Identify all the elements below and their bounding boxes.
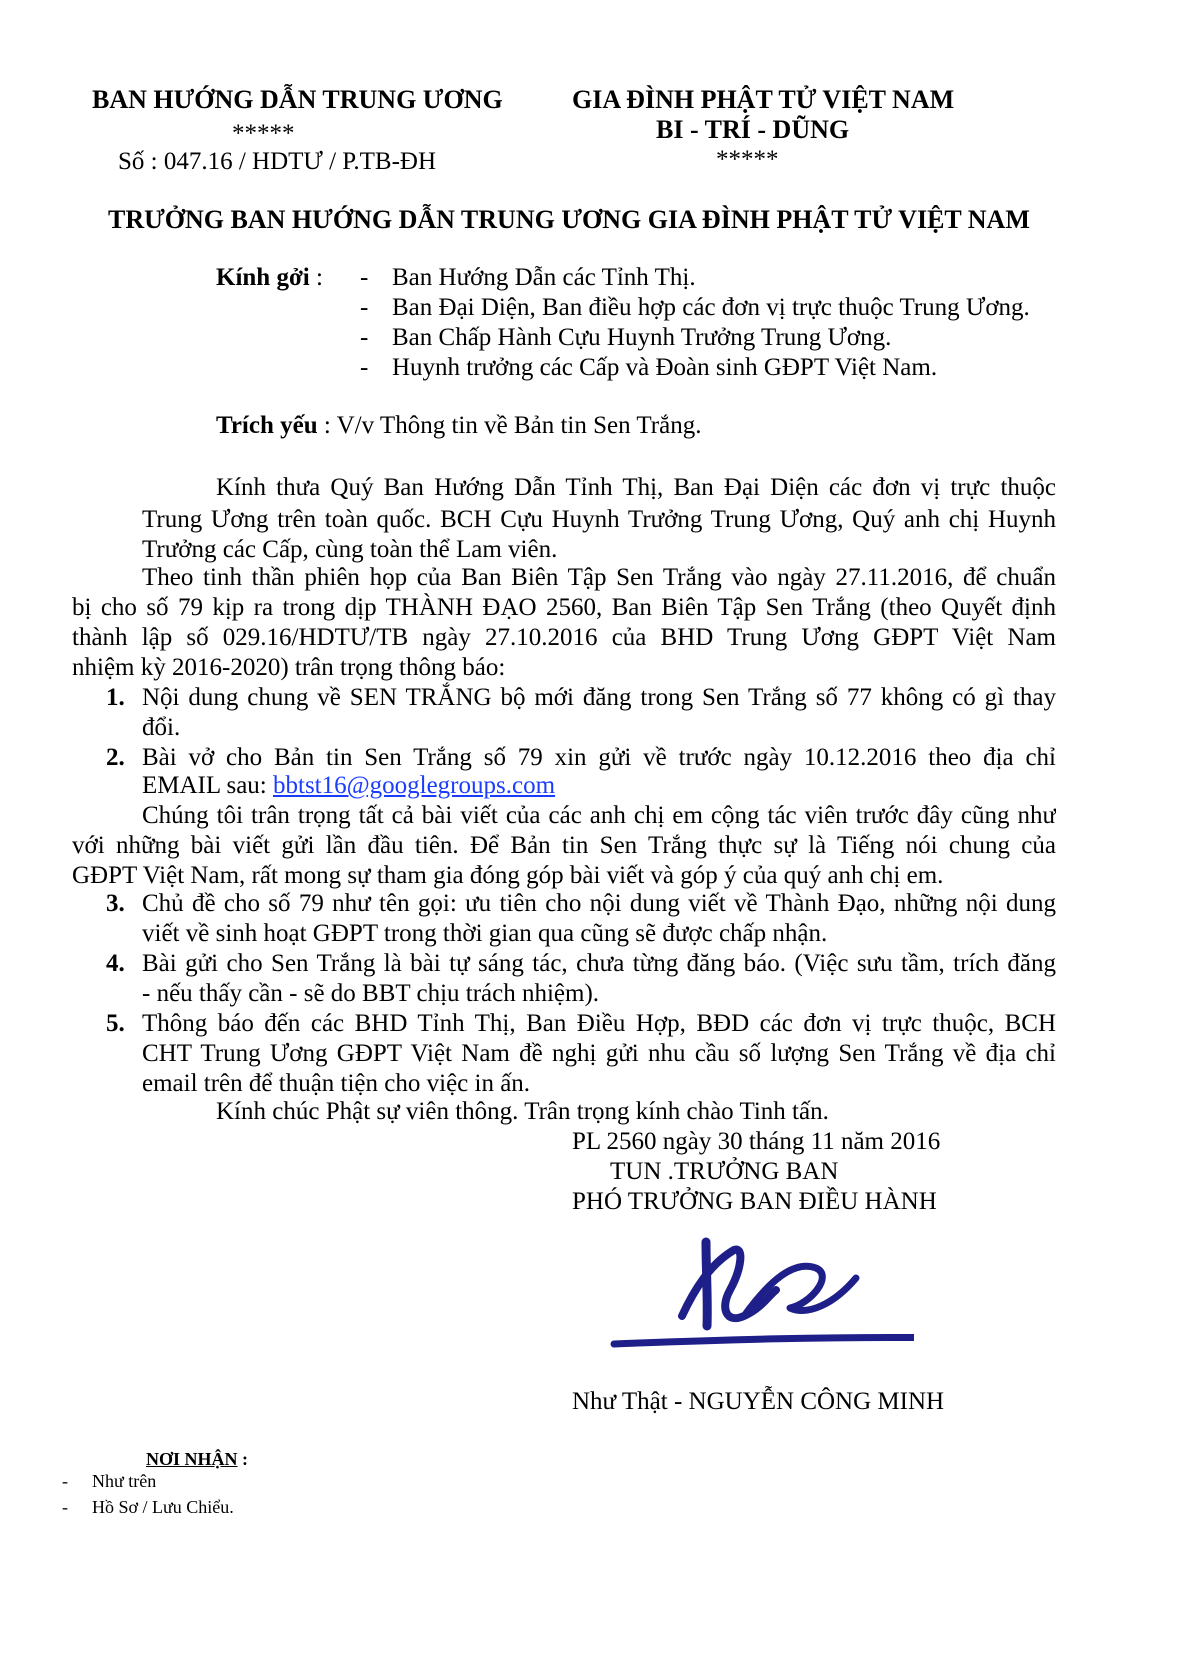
- motto: BI - TRÍ - DŨNG: [656, 115, 850, 144]
- item-line: - nếu thấy cần - sẽ do BBT chịu trách nhiệm).: [142, 980, 600, 1007]
- document-title: TRƯỞNG BAN HƯỚNG DẪN TRUNG ƯƠNG GIA ĐÌNH PHẬT TỬ VIỆT NAM: [108, 205, 1030, 234]
- item-number: 3.: [106, 890, 125, 917]
- left-org: BAN HƯỚNG DẪN TRUNG ƯƠNG: [92, 85, 503, 114]
- intro-line: bị cho số 79 kịp ra trong dịp THÀNH ĐẠO 2560, Ban Biên Tập Sen Trắng (theo Quyết định: [72, 594, 1056, 621]
- item-number: 1.: [106, 684, 125, 711]
- recipient-item: Ban Hướng Dẫn các Tỉnh Thị.: [392, 264, 696, 291]
- appreciation-line: với những bài viết gửi lần đầu tiên. Để Bản tin Sen Trắng thực sự là Tiếng nói chung của: [72, 832, 1056, 859]
- signer-name: Như Thật - NGUYỄN CÔNG MINH: [572, 1388, 945, 1415]
- distribution-dash: -: [62, 1471, 68, 1491]
- right-org: GIA ĐÌNH PHẬT TỬ VIỆT NAM: [572, 85, 955, 114]
- greeting-line: Trung Ương trên toàn quốc. BCH Cựu Huynh Trưởng Trung Ương, Quý anh chị Huynh: [142, 506, 1056, 533]
- recipient-dash: -: [360, 264, 369, 291]
- recipient-dash: -: [360, 324, 369, 351]
- subject-text: : V/v Thông tin về Bản tin Sen Trắng.: [317, 412, 702, 439]
- subject-label: Trích yếu: [216, 412, 318, 439]
- item-line: Thông báo đến các BHD Tỉnh Thị, Ban Điều Hợp, BĐD các đơn vị trực thuộc, BCH: [142, 1010, 1056, 1037]
- signature-date: PL 2560 ngày 30 tháng 11 năm 2016: [572, 1128, 941, 1155]
- greeting-line: Trưởng các Cấp, cùng toàn thể Lam viên.: [142, 536, 558, 563]
- recipients-colon: :: [309, 264, 323, 291]
- signature-position: PHÓ TRƯỞNG BAN ĐIỀU HÀNH: [572, 1188, 937, 1215]
- recipients-label-line: [216, 262, 323, 293]
- item-line: Bài vở cho Bản tin Sen Trắng số 79 xin gửi về trước ngày 10.12.2016 theo địa chỉ: [142, 744, 1056, 771]
- email-prefix: EMAIL sau:: [142, 772, 273, 799]
- item-number: 5.: [106, 1010, 125, 1037]
- recipient-dash: -: [360, 354, 369, 381]
- appreciation-line: GĐPT Việt Nam, rất mong sự tham gia đóng góp bài viết và góp ý của quý anh chị em.: [72, 862, 944, 889]
- signature-on-behalf: TUN .TRƯỞNG BAN: [610, 1158, 839, 1185]
- item-line: Chủ đề cho số 79 như tên gọi: ưu tiên cho nội dung viết về Thành Đạo, những nội dung: [142, 890, 1056, 917]
- greeting-line: Kính thưa Quý Ban Hướng Dẫn Tỉnh Thị, Ban Đại Diện các đơn vị trực thuộc: [216, 474, 1056, 501]
- right-stars: *****: [716, 146, 779, 173]
- item-number: 4.: [106, 950, 125, 977]
- item-line: đổi.: [142, 714, 181, 741]
- distribution-title: NƠI NHẬN: [146, 1449, 238, 1469]
- recipients-label: Kính gởi: [216, 264, 310, 291]
- intro-line: nhiệm kỳ 2016-2020) trân trọng thông báo:: [72, 654, 506, 681]
- doc-number: Số : 047.16 / HDTƯ / P.TB-ĐH: [118, 148, 437, 175]
- recipient-item: Ban Chấp Hành Cựu Huynh Trưởng Trung Ương.: [392, 324, 892, 351]
- item-line: viết về sinh hoạt GĐPT trong thời gian qua cũng sẽ được chấp nhận.: [142, 920, 828, 947]
- item-line: Nội dung chung về SEN TRẮNG bộ mới đăng trong Sen Trắng số 77 không có gì thay: [142, 684, 1056, 711]
- intro-line: thành lập số 029.16/HDTƯ/TB ngày 27.10.2016 của BHD Trung Ương GĐPT Việt Nam: [72, 624, 1056, 651]
- item-line: CHT Trung Ương GĐPT Việt Nam đề nghị gửi nhu cầu số lượng Sen Trắng về địa chỉ: [142, 1040, 1056, 1067]
- distribution-item: Hồ Sơ / Lưu Chiểu.: [92, 1497, 234, 1517]
- item-number: 2.: [106, 744, 125, 771]
- distribution-item: Như trên: [92, 1471, 157, 1491]
- intro-line: Theo tinh thần phiên họp của Ban Biên Tập Sen Trắng vào ngày 27.11.2016, để chuẩn: [142, 564, 1056, 591]
- handwritten-signature: [594, 1220, 914, 1370]
- left-stars: *****: [232, 120, 295, 147]
- distribution-title-line: [146, 1448, 248, 1470]
- recipient-item: Huynh trưởng các Cấp và Đoàn sinh GĐPT Việt Nam.: [392, 354, 938, 381]
- item-line: Bài gửi cho Sen Trắng là bài tự sáng tác, chưa từng đăng báo. (Việc sưu tầm, trích đăng: [142, 950, 1056, 977]
- distribution-colon: :: [237, 1449, 249, 1469]
- recipient-dash: -: [360, 294, 369, 321]
- recipient-item: Ban Đại Diện, Ban điều hợp các đơn vị trực thuộc Trung Ương.: [392, 294, 1030, 321]
- email-line: [142, 770, 555, 801]
- email-link[interactable]: bbtst16@googlegroups.com: [273, 772, 556, 799]
- subject-line: [216, 410, 701, 441]
- closing-line: Kính chúc Phật sự viên thông. Trân trọng kính chào Tinh tấn.: [216, 1098, 829, 1125]
- item-line: email trên để thuận tiện cho việc in ấn.: [142, 1070, 531, 1097]
- appreciation-line: Chúng tôi trân trọng tất cả bài viết của các anh chị em cộng tác viên trước đây cũng như: [142, 802, 1056, 829]
- distribution-dash: -: [62, 1497, 68, 1517]
